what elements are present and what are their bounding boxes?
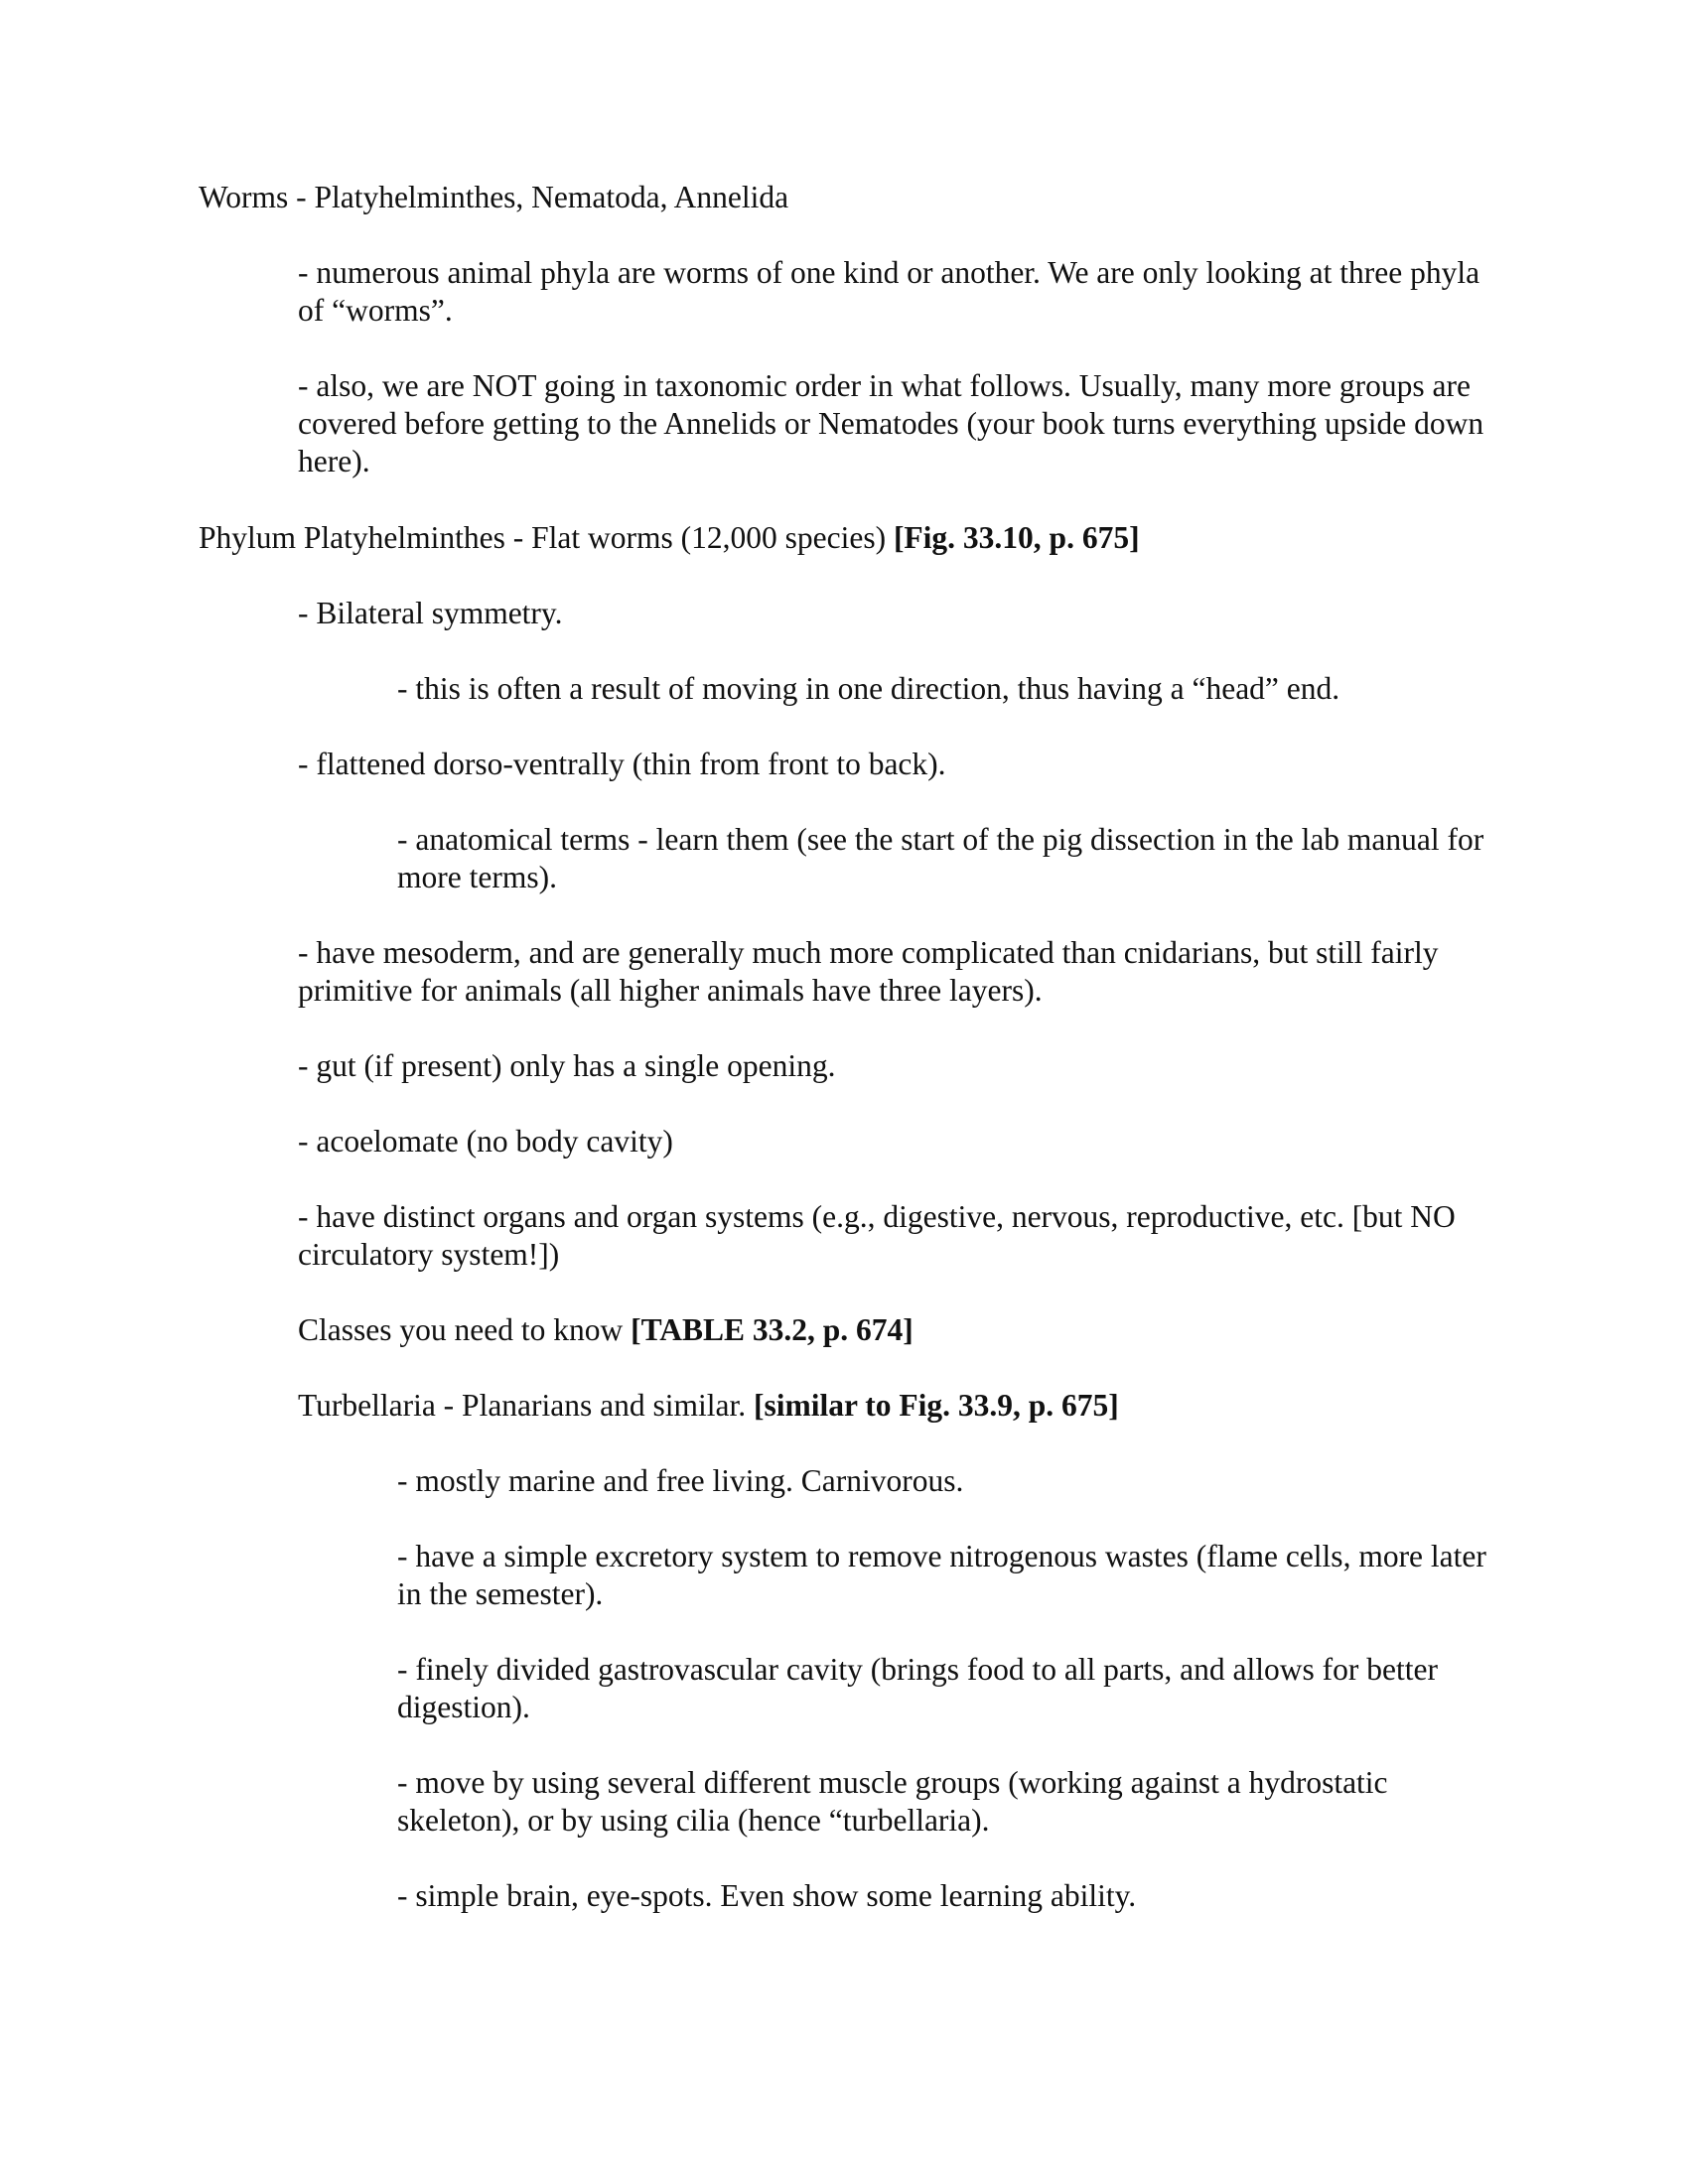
- mesoderm-point: [298, 934, 1489, 1010]
- bilateral-note-text: - this is often a result of moving in one direction, thus having a “head” end.: [397, 671, 1340, 706]
- excretory-text: - have a simple excretory system to remove nitrogenous wastes (flame cells, more later in the semester).: [397, 1539, 1486, 1611]
- organs-point: [298, 1198, 1489, 1274]
- brain-text: - simple brain, eye-spots. Even show some learning ability.: [397, 1878, 1137, 1913]
- intro-paragraph-2: [298, 367, 1489, 480]
- worms-heading-text: Worms - Platyhelminthes, Nematoda, Annelida: [199, 180, 789, 214]
- anatomical-terms-text: - anatomical terms - learn them (see the start of the pig dissection in the lab manual for more terms).: [397, 822, 1484, 894]
- phylum-heading: [199, 519, 1489, 557]
- muscle-text: - move by using several different muscle groups (working against a hydrostatic skeleton), or by using cilia (hence “turbellaria).: [397, 1765, 1388, 1838]
- worms-heading: [199, 179, 1489, 216]
- acoelomate-point: [298, 1123, 1489, 1160]
- brain-point: [397, 1877, 1499, 1915]
- intro-paragraph-1: [298, 254, 1489, 330]
- anatomical-terms-point: [397, 821, 1499, 896]
- turbellaria-heading: [298, 1387, 1489, 1425]
- marine-point: [397, 1462, 1499, 1500]
- excretory-point: [397, 1538, 1499, 1613]
- flattened-point: [298, 746, 1489, 783]
- phylum-heading-text: Phylum Platyhelminthes - Flat worms (12,000 species): [199, 520, 894, 555]
- classes-heading-reference: [TABLE 33.2, p. 674]: [631, 1312, 914, 1347]
- gut-text: - gut (if present) only has a single opening.: [298, 1048, 836, 1083]
- intro-paragraph-2-text: - also, we are NOT going in taxonomic order in what follows. Usually, many more groups are covered before getting to the Annelids or Nematodes (your book turns everything upside down here).: [298, 368, 1484, 478]
- flattened-text: - flattened dorso-ventrally (thin from front to back).: [298, 747, 946, 781]
- gastrovascular-point: [397, 1651, 1499, 1726]
- classes-heading-text: Classes you need to know: [298, 1312, 632, 1347]
- bilateral-symmetry-point: [298, 595, 1489, 632]
- gastrovascular-text: - finely divided gastrovascular cavity (brings food to all parts, and allows for better digestion).: [397, 1652, 1438, 1724]
- bilateral-note-point: [397, 670, 1499, 708]
- acoelomate-text: - acoelomate (no body cavity): [298, 1124, 673, 1159]
- intro-paragraph-1-text: - numerous animal phyla are worms of one kind or another. We are only looking at three phyla of “worms”.: [298, 255, 1480, 328]
- marine-text: - mostly marine and free living. Carnivorous.: [397, 1463, 964, 1498]
- phylum-heading-reference: [Fig. 33.10, p. 675]: [893, 520, 1140, 555]
- classes-heading: [298, 1311, 1489, 1349]
- gut-point: [298, 1047, 1489, 1085]
- turbellaria-heading-text: Turbellaria - Planarians and similar.: [298, 1388, 754, 1423]
- mesoderm-text: - have mesoderm, and are generally much more complicated than cnidarians, but still fairly primitive for animals (all higher animals have three layers).: [298, 935, 1439, 1008]
- turbellaria-heading-reference: [similar to Fig. 33.9, p. 675]: [754, 1388, 1119, 1423]
- muscle-point: [397, 1764, 1499, 1840]
- bilateral-symmetry-text: - Bilateral symmetry.: [298, 596, 563, 630]
- organs-text: - have distinct organs and organ systems (e.g., digestive, nervous, reproductive, etc. [but NO circulatory system!]): [298, 1199, 1456, 1272]
